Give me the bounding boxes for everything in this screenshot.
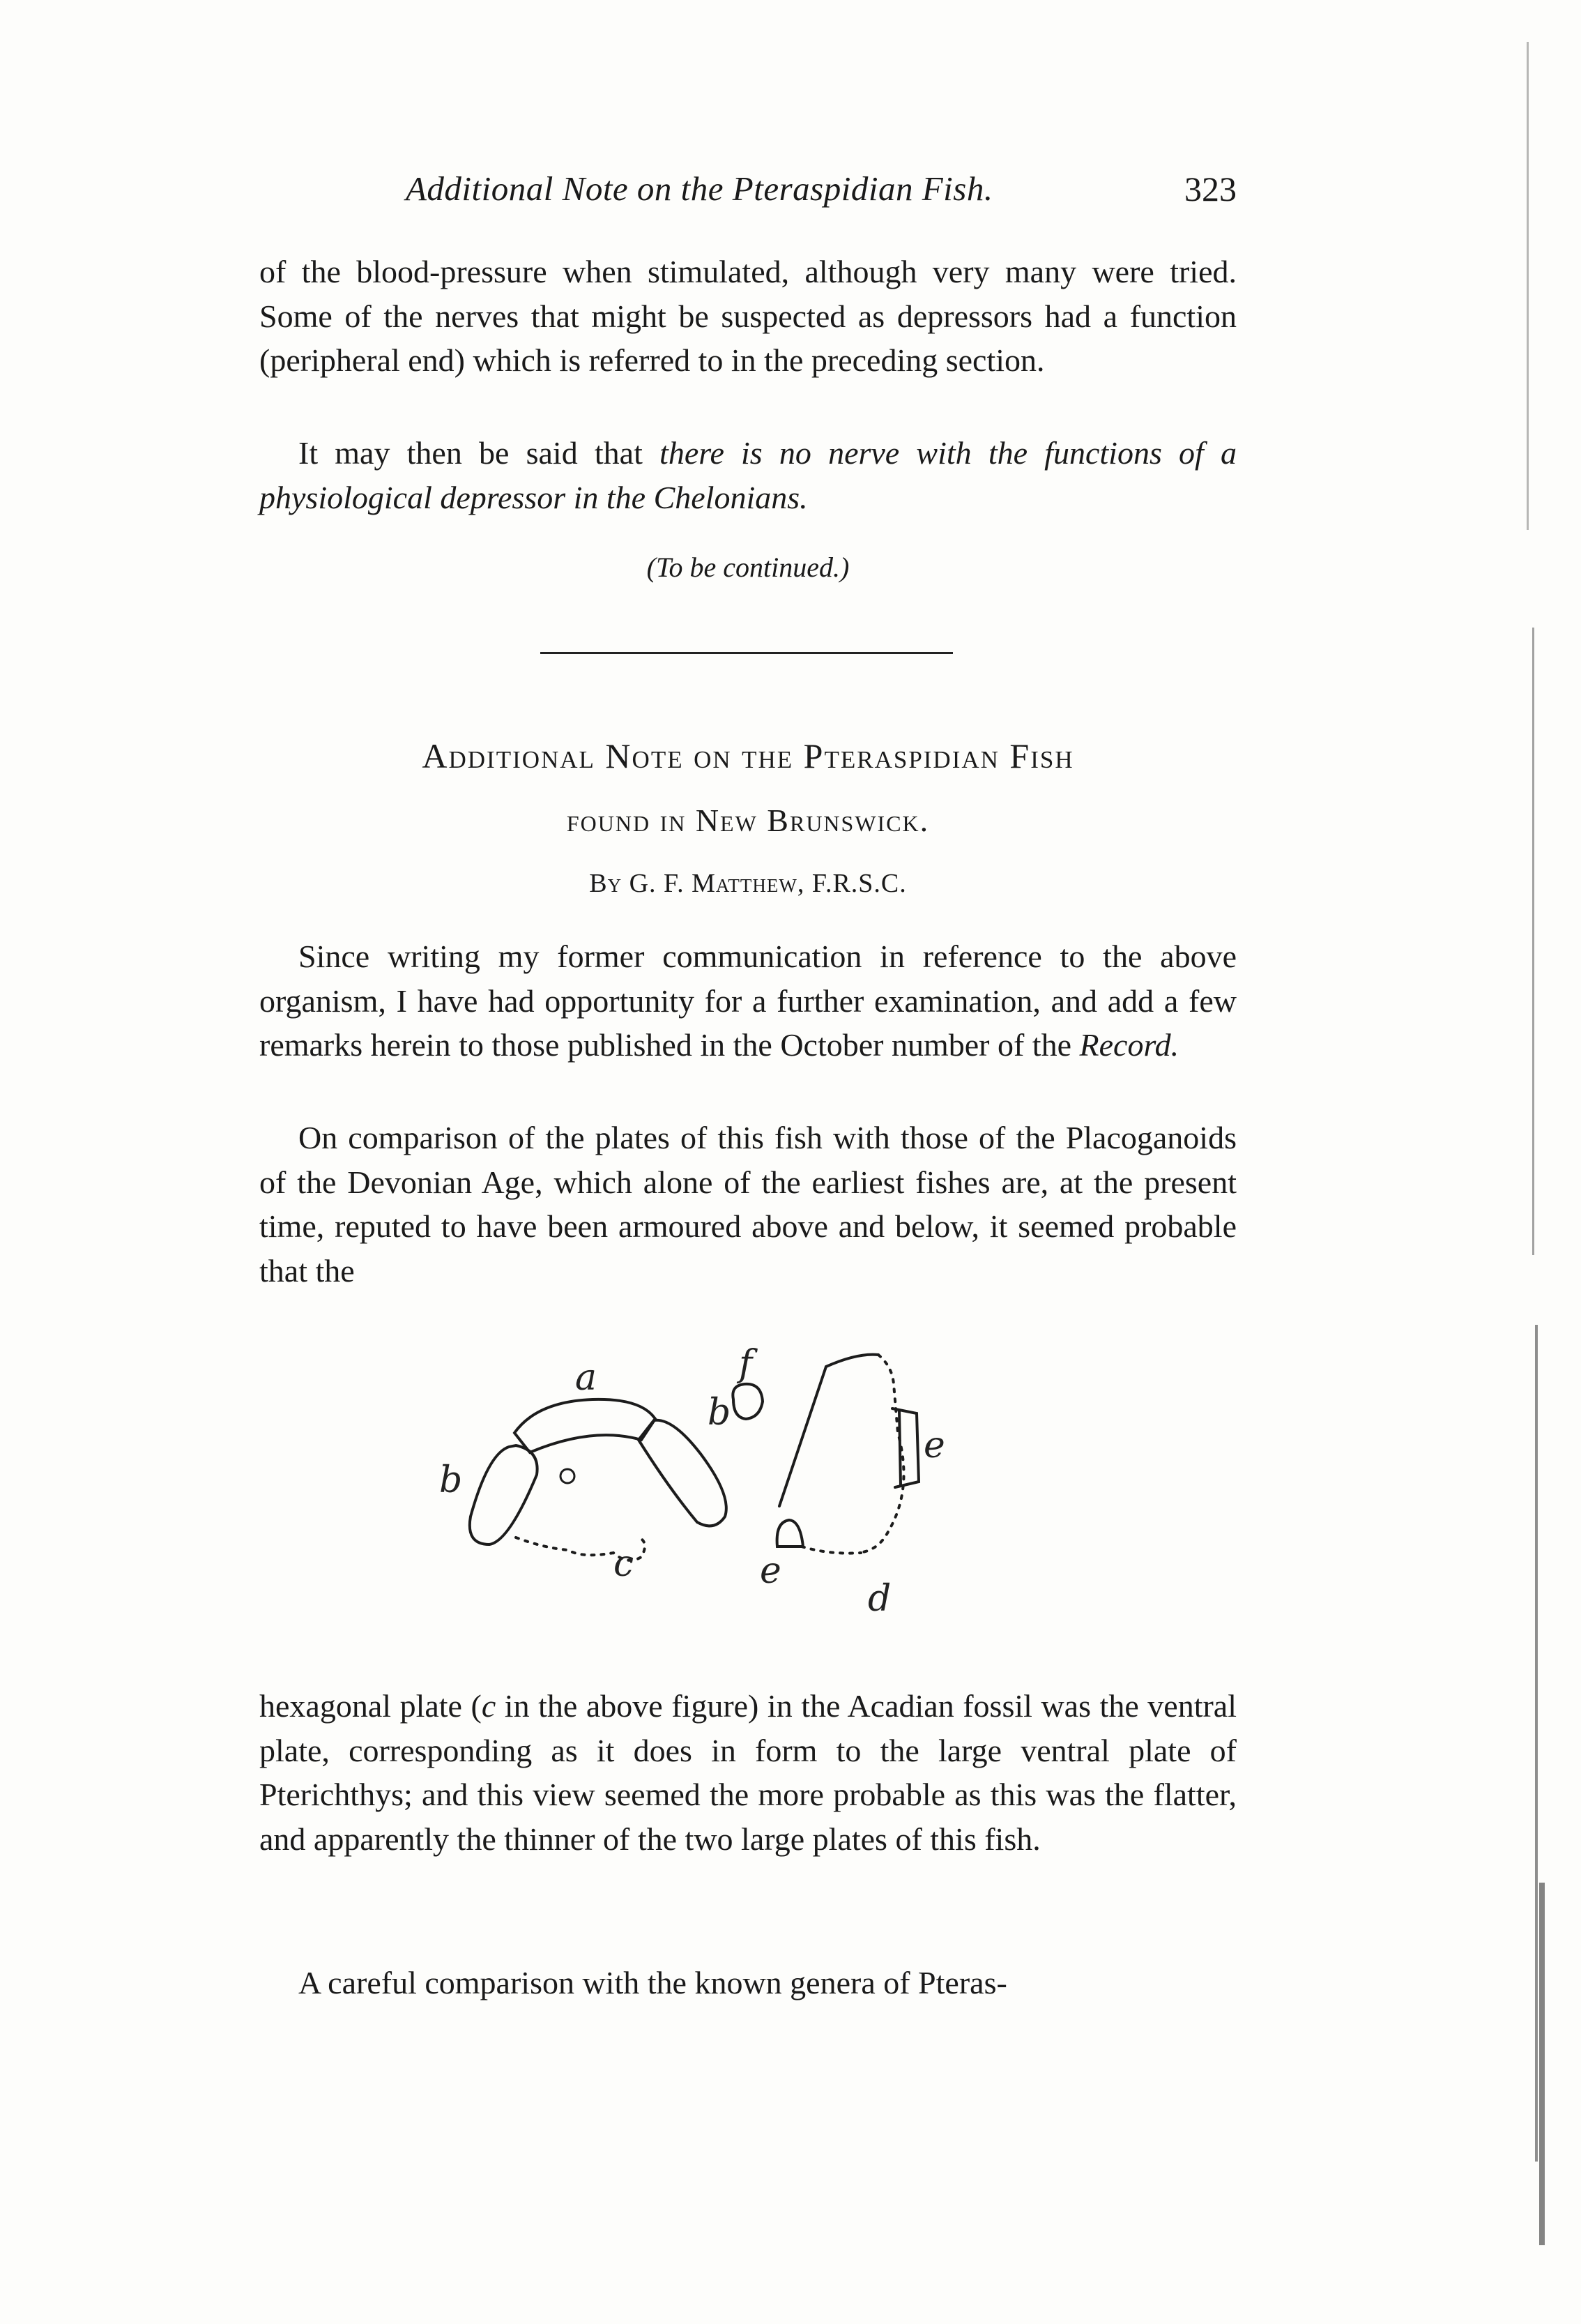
plate-f-outline (733, 1384, 763, 1419)
binding-mark (1532, 628, 1534, 1255)
figure-label-c: c (613, 1543, 634, 1585)
binding-edge-shadow (1511, 0, 1553, 2324)
plate-d-bottom-dotted (802, 1547, 861, 1554)
running-title: Additional Note on the Pteraspidian Fish. (406, 169, 993, 208)
figure-label-e-right: e (924, 1425, 945, 1466)
plate-e-small-outline (777, 1520, 803, 1547)
binding-mark (1539, 1883, 1545, 2245)
paragraph-lead: It may then be said that (298, 435, 660, 471)
plate-reference: c (481, 1688, 496, 1724)
page-header (259, 169, 1237, 218)
fossil-plates-figure (432, 1335, 1101, 1635)
plate-d-outline (779, 1367, 826, 1506)
paragraph-text (259, 934, 1237, 1068)
figure-label-f: f (739, 1343, 753, 1385)
article-paragraph-4 (259, 1961, 1237, 2005)
page-number: 323 (1184, 169, 1237, 208)
paragraph-text: A careful comparison with the known genera of Pteras- (298, 1965, 1007, 2000)
plate-d-top-curve (826, 1355, 878, 1367)
section-divider (540, 652, 953, 654)
journal-name: Record. (1079, 1027, 1179, 1063)
article-byline: By G. F. Matthew, F.R.S.C. (589, 869, 907, 898)
continued-paragraph-2 (259, 431, 1237, 519)
article-paragraph-2 (259, 1116, 1237, 1293)
plate-b-right-outline (639, 1420, 726, 1526)
article-title-line-1: Additional Note on the Pteraspidian Fish (422, 736, 1074, 775)
to-be-continued-note: (To be continued.) (646, 552, 850, 583)
figure-label-a: a (575, 1357, 597, 1399)
article-title-line-2: found in New Brunswick. (566, 803, 930, 838)
plate-d-right-dotted (857, 1355, 903, 1553)
plate-b-left-outline (470, 1445, 537, 1544)
paragraph-text: On comparison of the plates of this fish with those of the Placoganoids of the Devonian Age, which alone of the earliest fishes are, at the present time, reputed to have been armoured above and below, it seemed probable that the (259, 1120, 1237, 1289)
plate-e-right-inner (899, 1411, 901, 1485)
paragraph-text (259, 1684, 1237, 1861)
paragraph-text (259, 431, 1237, 519)
paragraph-lead: hexagonal plate ( (259, 1688, 482, 1724)
figure-label-b-right: b (708, 1392, 731, 1434)
continued-paragraph-1 (259, 250, 1237, 383)
figure-label-e-bottom: e (760, 1550, 781, 1592)
figure-label-b-left: b (439, 1459, 463, 1501)
figure-label-d: d (868, 1578, 892, 1620)
paragraph-rest: in the above figure) in the Acadian fossil was the ventral plate, corresponding as it does in form to the large ventral plate of Pterichthys; and this view seemed the more probable as this was the flatter, and apparently the thinner of the two large plates of this fish. (259, 1688, 1237, 1857)
paragraph-lead: Since writing my former communication in reference to the above organism, I have had opportunity for a further examination, and add a few remarks herein to those published in the October number of the (259, 939, 1237, 1063)
binding-mark (1535, 1325, 1538, 2162)
italic-conclusion: there is no nerve with the functions of a physiological depressor in the Chelonians. (259, 435, 1237, 515)
plate-center-mark (560, 1469, 574, 1483)
plate-a-outline (514, 1399, 655, 1452)
article-paragraph-1 (259, 934, 1237, 1068)
paragraph-text: of the blood-pressure when stimulated, although very many were tried. Some of the nerves that might be suspected as depressors had a function (peripheral end) which is referred to in the preceding section. (259, 254, 1237, 378)
article-paragraph-3 (259, 1684, 1237, 1861)
binding-mark (1527, 42, 1529, 530)
